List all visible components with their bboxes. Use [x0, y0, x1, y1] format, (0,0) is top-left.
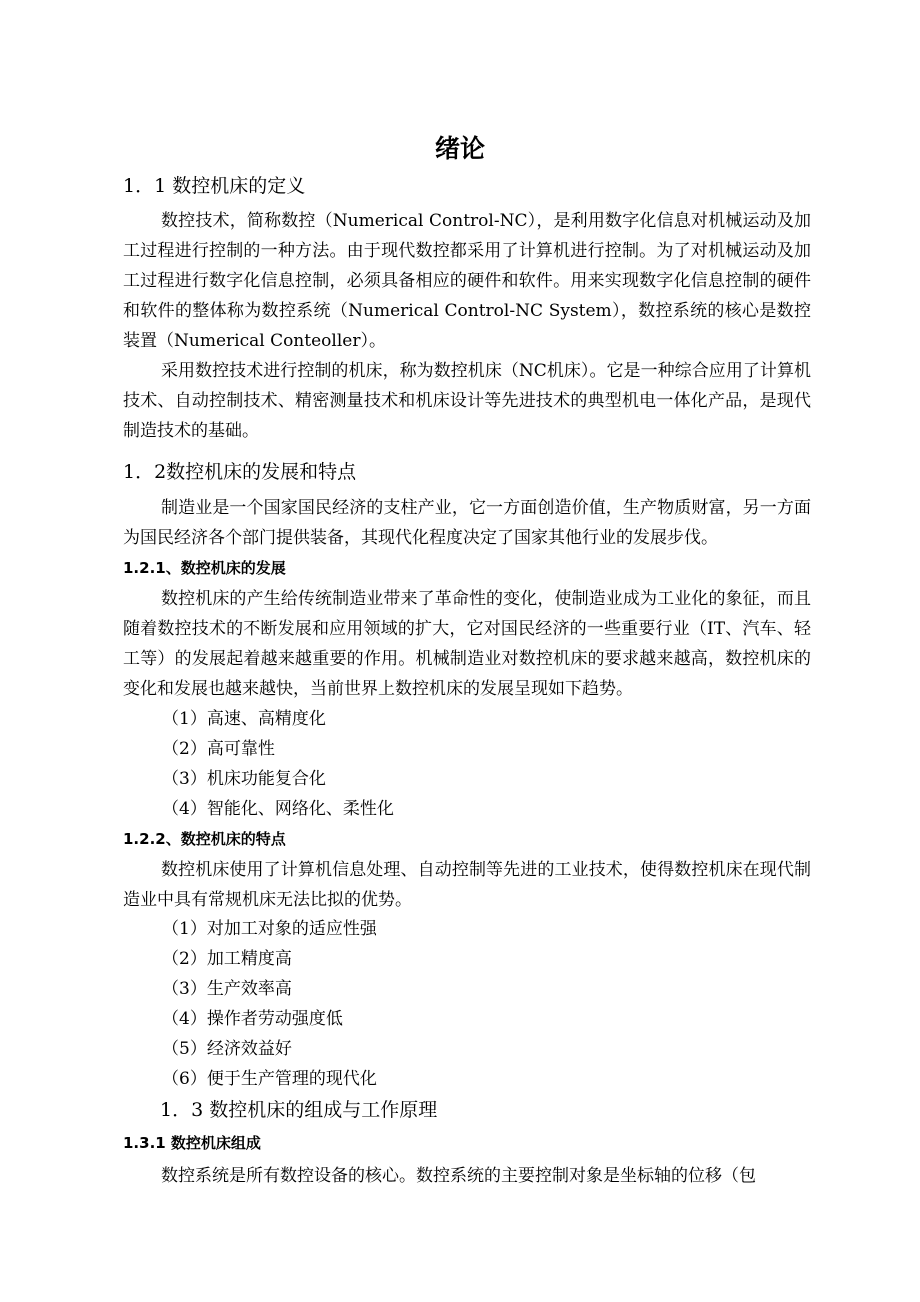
subsection-heading-1-2-1: 1.2.1、数控机床的发展 [123, 559, 286, 577]
paragraph-features: 数控机床使用了计算机信息处理、自动控制等先进的工业技术，使得数控机床在现代制造业中具有常规机床无法比拟的优势。 [123, 860, 811, 910]
section-heading-1-3: 1．3 数控机床的组成与工作原理 [160, 1099, 438, 1121]
list-item: （2）高可靠性 [162, 739, 275, 759]
list-item: （1）对加工对象的适应性强 [162, 919, 377, 939]
paragraph-nc-composition: 数控系统是所有数控设备的核心。数控系统的主要控制对象是坐标轴的位移（包 [161, 1166, 756, 1186]
list-item: （3）机床功能复合化 [162, 769, 326, 789]
subsection-heading-1-2-2: 1.2.2、数控机床的特点 [123, 830, 286, 848]
page-title: 绪论 [434, 134, 485, 163]
list-item: （1）高速、高精度化 [162, 709, 326, 729]
list-item: （6）便于生产管理的现代化 [162, 1069, 377, 1089]
list-item: （4）智能化、网络化、柔性化 [162, 799, 394, 819]
section-heading-1-1: 1．1 数控机床的定义 [123, 175, 306, 197]
paragraph-development: 数控机床的产生给传统制造业带来了革命性的变化，使制造业成为工业化的象征，而且随着数控技术的不断发展和应用领域的扩大，它对国民经济的一些重要行业（IT、汽车、轻工等）的发展起着越来越重要的作用。机械制造业对数控机床的要求越来越高，数控机床的变化和发展也越来越快，当前世界上数控机床的发展呈现如下趋势。 [123, 589, 811, 699]
paragraph-nc-definition: 数控技术，简称数控（Numerical Control-NC），是利用数字化信息对机械运动及加工过程进行控制的一种方法。由于现代数控都采用了计算机进行控制。为了对机械运动及加工过程进行数字化信息控制，必须具备相应的硬件和软件。用来实现数字化信息控制的硬件和软件的整体称为数控系统（Numerical Control-NC System），数控系统的核心是数控装置（Numerical Conteoller）。 [123, 211, 811, 351]
list-item: （3）生产效率高 [162, 979, 292, 999]
list-item: （4）操作者劳动强度低 [162, 1009, 343, 1029]
section-heading-1-2: 1．2数控机床的发展和特点 [123, 461, 357, 483]
subsection-heading-1-3-1: 1.3.1 数控机床组成 [123, 1134, 261, 1152]
list-item: （2）加工精度高 [162, 949, 292, 969]
list-item: （5）经济效益好 [162, 1039, 292, 1059]
paragraph-nc-machine: 采用数控技术进行控制的机床，称为数控机床（NC机床）。它是一种综合应用了计算机技术、自动控制技术、精密测量技术和机床设计等先进技术的典型机电一体化产品，是现代制造技术的基础。 [123, 361, 811, 441]
paragraph-manufacturing-intro: 制造业是一个国家国民经济的支柱产业，它一方面创造价值，生产物质财富，另一方面为国民经济各个部门提供装备，其现代化程度决定了国家其他行业的发展步伐。 [123, 498, 811, 548]
